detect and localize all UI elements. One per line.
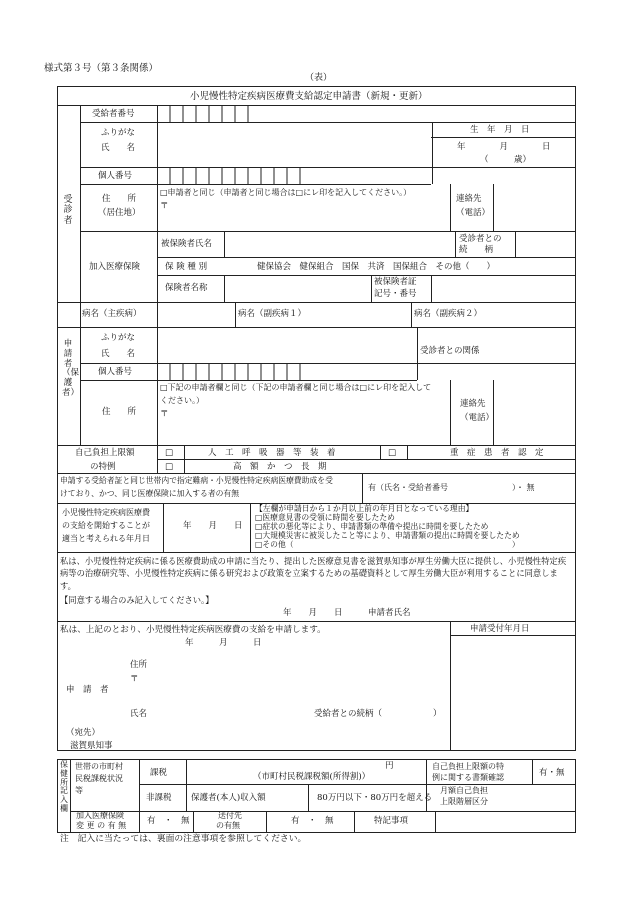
recipient-no-input[interactable] bbox=[158, 106, 431, 121]
declaration-applicant-label: 申 請 者 bbox=[66, 685, 109, 695]
received-date-label: 申請受付年月日 bbox=[470, 624, 530, 634]
insurance-type-label: 保 険 種 別 bbox=[165, 262, 208, 272]
destination-1: 送付先 bbox=[218, 811, 242, 820]
disease-sub2-label: 病名（副疾病２） bbox=[414, 309, 483, 319]
tax-status-2: 民税課税状況 bbox=[75, 774, 123, 783]
special-docs-1: 自己負担上限額の特 bbox=[432, 762, 504, 771]
applicant-relation-label: 受診者との関係 bbox=[420, 346, 480, 356]
notes-label: 特記事項 bbox=[374, 816, 409, 826]
declaration-name-label: 氏名 bbox=[130, 709, 148, 719]
patient-address-same-checkbox[interactable]: □申請者と同じ（申請者と同じ場合は□にレ印を記入してください。） bbox=[160, 188, 412, 197]
patient-phone-input[interactable] bbox=[494, 185, 575, 230]
patient-section-label: 受診者 bbox=[63, 195, 73, 226]
reason-2-checkbox[interactable]: □症状の悪化等により、申請書類の準備や提出に時間を要したため bbox=[255, 522, 489, 531]
applicant-personal-no-label: 個人番号 bbox=[98, 367, 133, 377]
other-beneficiary-text-1: 申請する受給者証と同じ世帯内で指定難病・小児慢性特定疾病医療費助成を受 bbox=[60, 476, 333, 485]
patient-name-input[interactable] bbox=[158, 123, 431, 166]
applicant-section-label: 申請者（保護者） bbox=[62, 339, 80, 398]
patient-name-label: 氏 名 bbox=[101, 143, 136, 153]
insured-cert-label-2: 記号・番号 bbox=[374, 289, 417, 299]
birth-date-value[interactable]: 年 月 日 bbox=[457, 142, 551, 152]
patient-personal-no-input[interactable] bbox=[158, 168, 314, 183]
special-docs-yes-no[interactable]: 有・無 bbox=[539, 768, 565, 778]
applicant-address-same-line2: ください。） bbox=[160, 396, 204, 405]
form-title: 小児慢性特定疾病医療費支給認定申請書（新規・更新） bbox=[190, 91, 428, 102]
monthly-limit-1: 月額自己負担 bbox=[440, 786, 488, 795]
special-label-2: の特例 bbox=[90, 462, 116, 472]
applicant-contact-sub: （電話） bbox=[460, 413, 495, 423]
insurance-type-options[interactable]: 健保協会 健保組合 国保 共済 国保組合 その他（ ） bbox=[257, 262, 496, 272]
start-date-label-3: 適当と考えられる年月日 bbox=[62, 534, 150, 543]
applicant-postal-mark: 〒 bbox=[160, 409, 169, 419]
tax-status-1: 世帯の市町村 bbox=[75, 762, 123, 771]
reason-4-checkbox[interactable]: □その他（ ） bbox=[255, 540, 520, 549]
severe-label: 重 症 患 者 認 定 bbox=[450, 448, 544, 458]
destination-2: の有無 bbox=[216, 821, 240, 830]
ventilator-label: 人 工 呼 吸 器 等 装 着 bbox=[208, 448, 336, 458]
other-beneficiary-answer[interactable]: 有（氏名・受給者番号 ）・ 無 bbox=[368, 483, 535, 492]
tax-status-3: 等 bbox=[75, 786, 83, 795]
applicant-name-label: 氏 名 bbox=[101, 349, 136, 359]
applicant-personal-no-input[interactable] bbox=[158, 364, 314, 379]
special-docs-2: 例に関する書類確認 bbox=[432, 773, 504, 782]
patient-contact-label: 連絡先 bbox=[456, 194, 482, 204]
applicant-address-same-checkbox[interactable]: □下記の申請者欄と同じ（下記の申請者欄と同じ場合は□にレ印を記入して bbox=[160, 383, 432, 392]
patient-contact-sub: （電話） bbox=[456, 208, 491, 218]
age-value: （ 歳） bbox=[480, 155, 532, 165]
special-label-1: 自己負担上限額 bbox=[75, 448, 135, 458]
severe-checkbox[interactable]: □ bbox=[388, 448, 397, 458]
declaration-date[interactable]: 年 月 日 bbox=[185, 638, 262, 648]
relation-label-1: 受診者との bbox=[459, 234, 502, 244]
footnote: 注 記入に当たっては、裏面の注意事項を参照してください。 bbox=[60, 834, 307, 844]
tax-amount-label: （市町村民税課税額(所得割)） bbox=[253, 772, 371, 782]
form-number: 様式第３号（第３条関係） bbox=[44, 63, 159, 74]
consent-instruction: 【同意する場合のみ記入してください。】 bbox=[60, 595, 214, 605]
nontaxed-label: 非課税 bbox=[146, 793, 172, 803]
disease-main-label: 病名（主疾病） bbox=[82, 309, 142, 319]
patient-postal-mark: 〒 bbox=[160, 201, 169, 211]
other-beneficiary-text-2: けており、かつ、同じ医療保険に加入する者の有無 bbox=[60, 489, 240, 498]
taxed-label: 課税 bbox=[150, 768, 168, 778]
insured-name-input[interactable] bbox=[225, 232, 454, 256]
consent-sign-line[interactable]: 年 月 日 申請者氏名 bbox=[283, 608, 411, 618]
ins-change-2: 変 更 の 有 無 bbox=[76, 821, 127, 830]
start-date-label-1: 小児慢性特定疾病医療費 bbox=[62, 508, 150, 517]
start-date-value[interactable]: 年 月 日 bbox=[183, 521, 243, 531]
reason-title: 【左欄が申請日から１か月以上前の年月日となっている理由】 bbox=[255, 504, 474, 513]
applicant-contact-label: 連絡先 bbox=[460, 399, 486, 409]
declaration-address-label: 住所 bbox=[130, 660, 148, 670]
income-range[interactable]: 80万円以下・80万円を超える bbox=[317, 793, 433, 803]
declaration-postal-mark: 〒 bbox=[130, 674, 139, 684]
declaration-relation[interactable]: 受給者との続柄（ ） bbox=[314, 709, 442, 719]
insured-cert-label-1: 被保険者証 bbox=[374, 277, 417, 287]
applicant-furigana-label: ふりがな bbox=[101, 333, 136, 343]
patient-personal-no-label: 個人番号 bbox=[98, 171, 133, 181]
ins-change-1: 加入医療保険 bbox=[76, 811, 124, 820]
page-side: （表） bbox=[305, 73, 333, 83]
office-section-label: 保健所記入欄 bbox=[60, 760, 68, 813]
declaration-text: 私は、上記のとおり、小児慢性特定疾病医療費の支給を申請します。 bbox=[60, 625, 326, 635]
ins-change-yes-no[interactable]: 有 ・ 無 bbox=[147, 816, 190, 826]
monthly-limit-2: 上限階層区分 bbox=[440, 797, 488, 806]
high-cost-label: 高 額 か つ 長 期 bbox=[233, 462, 327, 472]
reason-3-checkbox[interactable]: □大規模災害に被災したこと等により、申請書類の提出に時間を要したため bbox=[255, 531, 520, 540]
disease-sub1-label: 病名（副疾病１） bbox=[238, 309, 307, 319]
insured-name-label: 被保険者氏名 bbox=[161, 239, 213, 249]
yen-mark: 円 bbox=[385, 761, 394, 771]
recipient-no-label: 受給者番号 bbox=[92, 109, 135, 119]
income-label: 保護者(本人)収入額 bbox=[191, 793, 266, 803]
patient-address-sub: （居住地） bbox=[98, 208, 141, 218]
insurer-name-label: 保険者名称 bbox=[165, 283, 208, 293]
ventilator-checkbox[interactable]: □ bbox=[165, 448, 174, 458]
high-cost-checkbox[interactable]: □ bbox=[165, 462, 174, 472]
reason-1-checkbox[interactable]: □医療意見書の受領に時間を要したため bbox=[255, 513, 395, 522]
patient-address-label: 住 所 bbox=[102, 194, 137, 204]
insurance-label: 加入医療保険 bbox=[89, 262, 141, 272]
addressee-2: 滋賀県知事 bbox=[70, 741, 113, 751]
destination-yes-no[interactable]: 有 ・ 無 bbox=[291, 816, 334, 826]
start-date-label-2: の支給を開始することが bbox=[62, 521, 150, 530]
relation-label-2: 続 柄 bbox=[459, 245, 494, 255]
applicant-name-input[interactable] bbox=[158, 328, 416, 362]
addressee-1: （宛先） bbox=[66, 728, 101, 738]
patient-furigana-label: ふりがな bbox=[101, 128, 136, 138]
consent-text: 私は、小児慢性特定疾病に係る医療費助成の申請に当たり、提出した医療意見書を滋賀県知事が厚生労働大臣に提供し、小児慢性特定疾病等の治療研究等、小児慢性特定疾病に係る研究および政策を立案するための基礎資料として厚生労働大臣が利用することに同意します。 bbox=[60, 556, 567, 591]
applicant-address-label: 住 所 bbox=[102, 407, 137, 417]
applicant-phone-input[interactable] bbox=[494, 381, 575, 444]
birth-label: 生 年 月 日 bbox=[470, 125, 530, 135]
